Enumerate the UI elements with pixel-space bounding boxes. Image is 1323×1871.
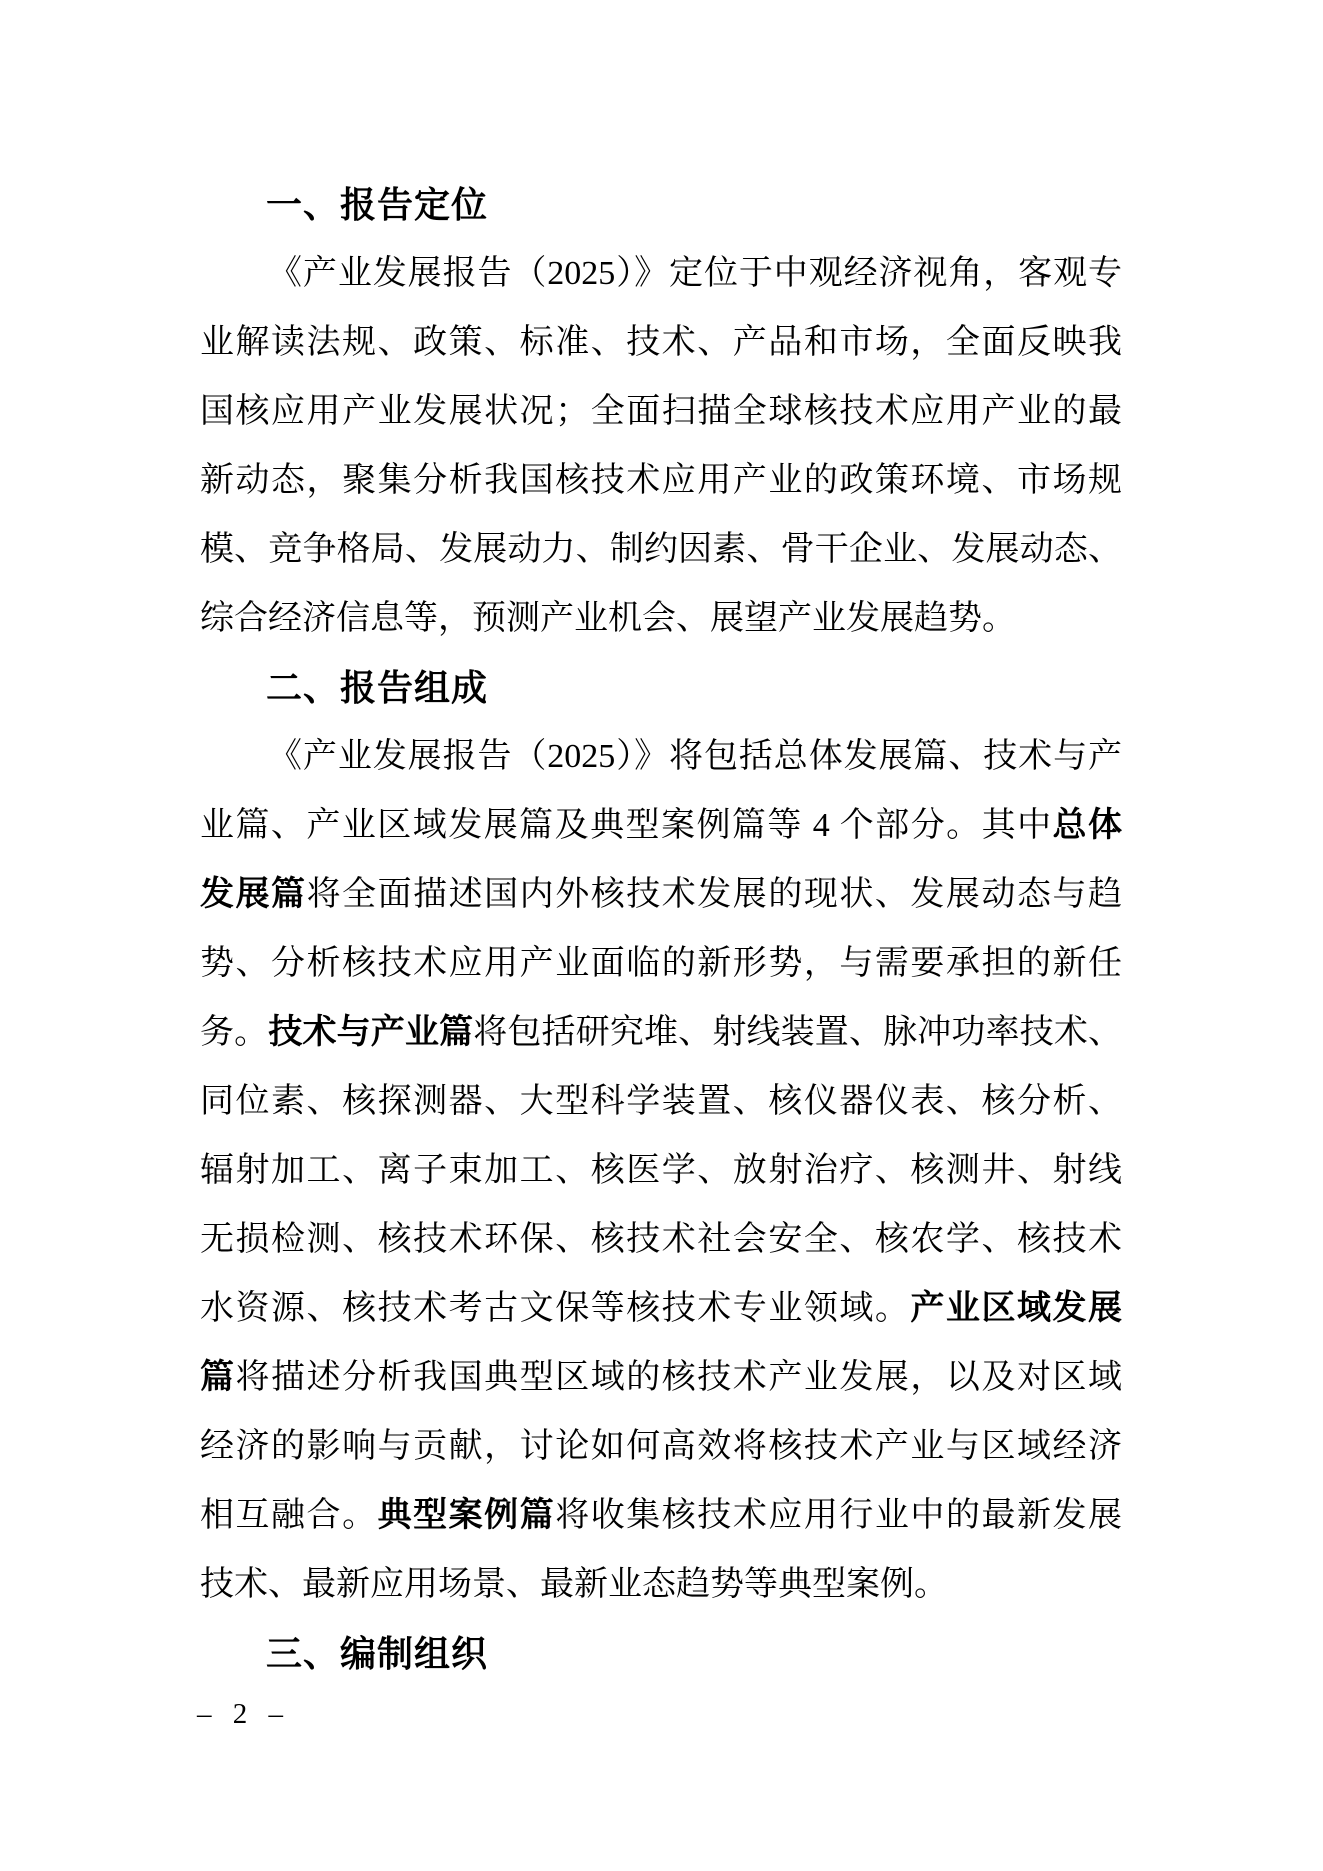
section-heading (200, 653, 1122, 722)
text-line (200, 998, 1122, 1067)
text-run: 业解读法规、政策、标准、技术、产品和市场，全面反映我 (200, 324, 1122, 361)
text-line (200, 584, 1122, 653)
text-run: 将收集核技术应用行业中的最新发展 (555, 1497, 1123, 1534)
bold-text-run: 典型案例篇 (377, 1496, 556, 1534)
text-run: 将全面描述国内外核技术发展的现状、发展动态与趋 (306, 876, 1123, 913)
bold-text-run: 发展篇 (200, 875, 307, 913)
text-line (200, 515, 1122, 584)
text-run: 辐射加工、离子束加工、核医学、放射治疗、核测井、射线 (200, 1152, 1122, 1189)
text-line (200, 1343, 1122, 1412)
text-line (200, 722, 1122, 791)
text-run: 将包括研究堆、射线装置、脉冲功率技术、 (473, 1014, 1123, 1051)
text-run: 相互融合。 (200, 1497, 378, 1534)
text-run: 《产业发展报告（2025）》将包括总体发展篇、技术与产 (268, 738, 1122, 775)
bold-text-run: 三、编制组织 (266, 1633, 489, 1674)
text-run: 无损检测、核技术环保、核技术社会安全、核农学、核技术 (200, 1221, 1122, 1258)
text-run: 势、分析核技术应用产业面临的新形势，与需要承担的新任 (200, 945, 1122, 982)
text-run: 业篇、产业区域发展篇及典型案例篇等 4 个部分。其中 (200, 807, 1053, 844)
text-run: 将描述分析我国典型区域的核技术产业发展，以及对区域 (235, 1359, 1123, 1396)
text-run: 技术、最新应用场景、最新业态趋势等典型案例。 (200, 1566, 948, 1603)
text-line (200, 1136, 1122, 1205)
text-run: 国核应用产业发展状况；全面扫描全球核技术应用产业的最 (200, 393, 1122, 430)
text-run: 综合经济信息等，预测产业机会、展望产业发展趋势。 (200, 600, 1016, 637)
text-line (200, 1067, 1122, 1136)
text-run: 同位素、核探测器、大型科学装置、核仪器仪表、核分析、 (200, 1083, 1122, 1120)
text-run: 《产业发展报告（2025）》定位于中观经济视角，客观专 (268, 255, 1122, 292)
section-heading (200, 1619, 1122, 1688)
text-run: 新动态，聚集分析我国核技术应用产业的政策环境、市场规 (200, 462, 1122, 499)
text-line (200, 1481, 1122, 1550)
text-line (200, 239, 1122, 308)
text-line (200, 1205, 1122, 1274)
bold-text-run: 技术与产业篇 (268, 1013, 474, 1051)
bold-text-run: 产业区域发展 (910, 1289, 1123, 1327)
text-line (200, 929, 1122, 998)
bold-text-run: 一、报告定位 (266, 184, 489, 225)
text-run: 水资源、核技术考古文保等核技术专业领域。 (200, 1290, 911, 1327)
page-number: – 2 – (197, 1698, 290, 1730)
text-line (200, 377, 1122, 446)
text-run: 务。 (200, 1014, 269, 1051)
bold-text-run: 二、报告组成 (266, 667, 489, 708)
text-line (200, 1274, 1122, 1343)
text-run: 经济的影响与贡献，讨论如何高效将核技术产业与区域经济 (200, 1428, 1122, 1465)
text-line (200, 446, 1122, 515)
text-line (200, 791, 1122, 860)
text-line (200, 1412, 1122, 1481)
text-line (200, 1550, 1122, 1619)
text-line (200, 860, 1122, 929)
bold-text-run: 篇 (200, 1358, 236, 1396)
text-line (200, 308, 1122, 377)
bold-text-run: 总体 (1052, 806, 1123, 844)
text-run: 模、竞争格局、发展动力、制约因素、骨干企业、发展动态、 (200, 531, 1122, 568)
section-heading (200, 170, 1122, 239)
document-body (200, 170, 1122, 1688)
